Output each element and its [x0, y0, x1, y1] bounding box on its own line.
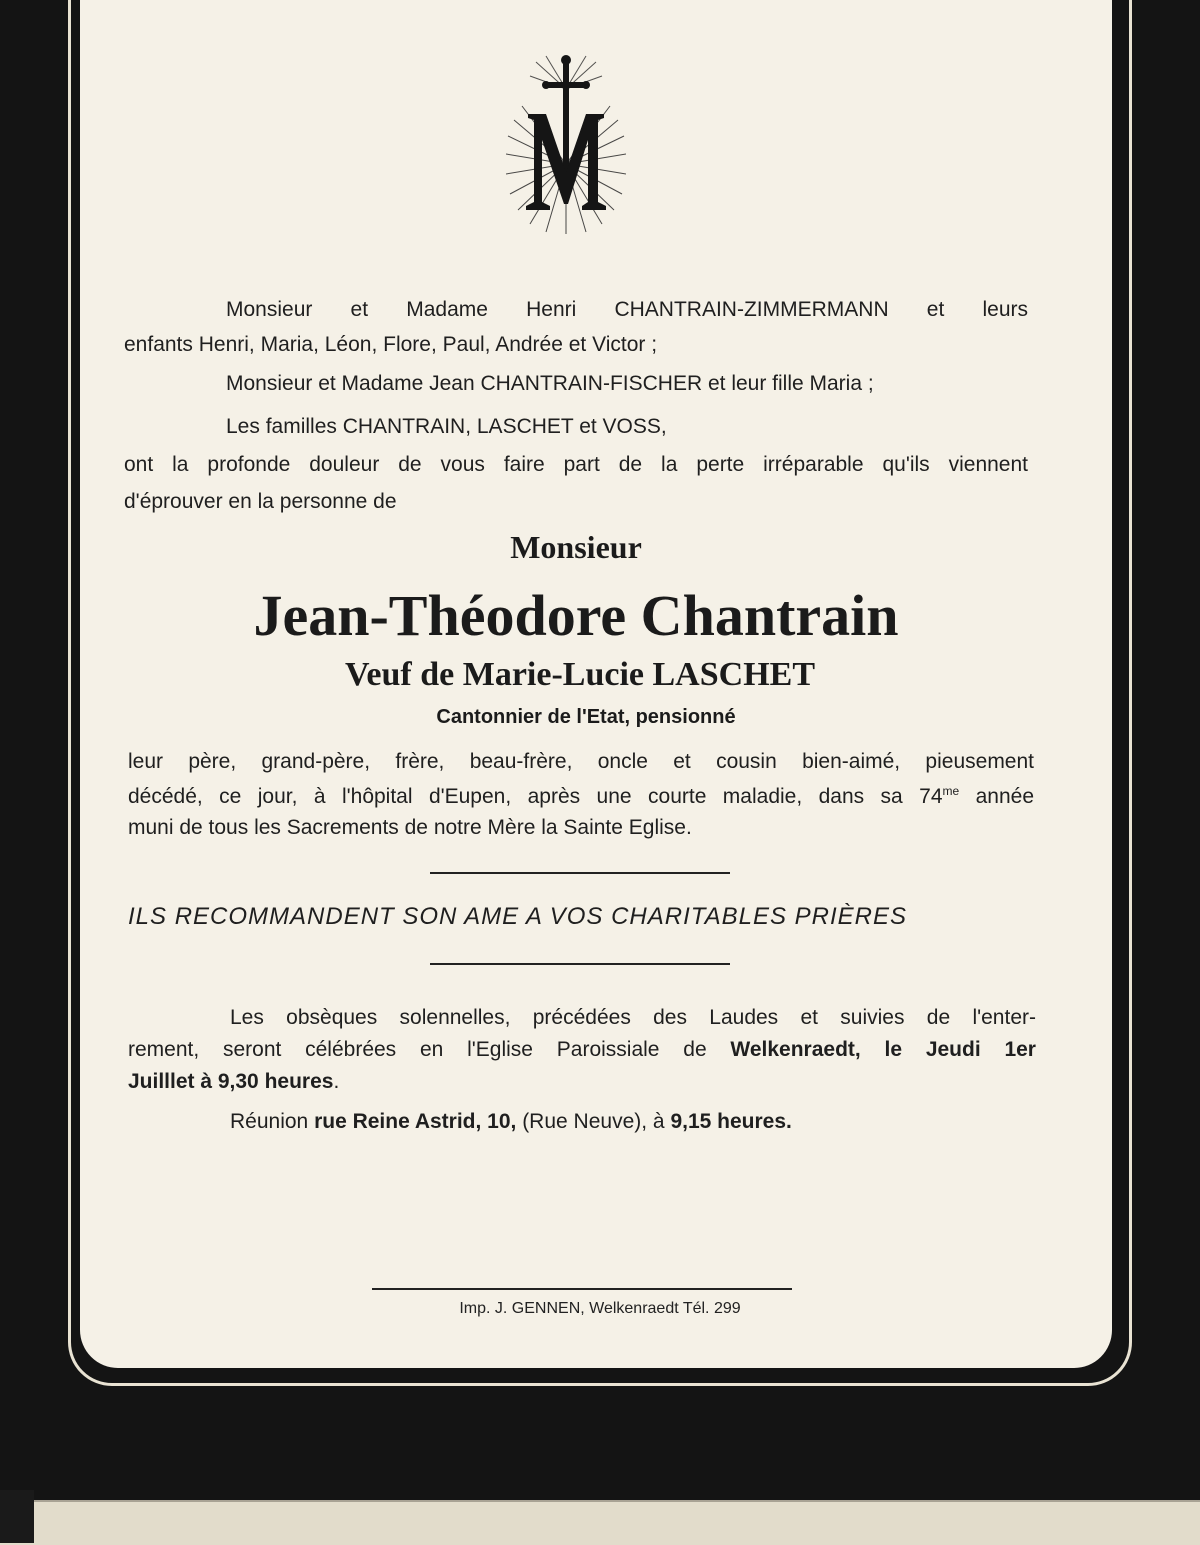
occupation: Cantonnier de l'Etat, pensionné	[436, 706, 736, 728]
funeral-line-3: Juilllet à 9,30 heures.	[128, 1070, 340, 1093]
prayer-line: ILS RECOMMANDENT SON AME A VOS CHARITABLES PRIÈRES	[128, 903, 908, 930]
funeral-line-2: rement, seront célébrées en l'Eglise Paroissiale de Welkenraedt, le Jeudi 1er	[128, 1038, 1036, 1061]
paper-corner-shadow	[0, 1490, 34, 1543]
meeting-line: Réunion rue Reine Astrid, 10, (Rue Neuve), à 9,15 heures.	[230, 1110, 792, 1133]
family-line-4: Les familles CHANTRAIN, LASCHET et VOSS,	[226, 415, 667, 438]
printer-rule	[372, 1288, 792, 1290]
relation-line-1: leur père, grand-père, frère, beau-frère, oncle et cousin bien-aimé, pieusement	[128, 750, 1034, 773]
widower-of: Veuf de Marie-Lucie LASCHET	[344, 656, 815, 693]
paper-bottom-edge	[0, 1500, 1200, 1545]
divider-top	[430, 872, 730, 874]
family-line-1: Monsieur et Madame Henri CHANTRAIN-ZIMMERMANN et leurs	[226, 298, 1028, 321]
divider-bottom	[430, 963, 730, 965]
relation-line-2: décédé, ce jour, à l'hôpital d'Eupen, après une courte maladie, dans sa $74^{me}$ année	[128, 784, 1035, 808]
marian-monogram-cross-icon	[506, 54, 626, 234]
family-line-2: enfants Henri, Maria, Léon, Flore, Paul, Andrée et Victor ;	[124, 333, 658, 356]
printer-imprint: Imp. J. GENNEN, Welkenraedt Tél. 299	[459, 1300, 741, 1317]
relation-line-3: muni de tous les Sacrements de notre Mère la Sainte Eglise.	[128, 816, 692, 839]
funeral-line-1: Les obsèques solennelles, précédées des Laudes et suivies de l'enter-	[230, 1006, 1036, 1029]
announce-line-1: ont la profonde douleur de vous faire part de la perte irréparable qu'ils viennent	[124, 453, 1028, 476]
announce-line-2: d'éprouver en la personne de	[124, 490, 397, 513]
honorific: Monsieur	[510, 529, 642, 565]
family-line-3: Monsieur et Madame Jean CHANTRAIN-FISCHER et leur fille Maria ;	[226, 372, 874, 395]
deceased-name: Jean-Théodore Chantrain	[253, 583, 899, 648]
